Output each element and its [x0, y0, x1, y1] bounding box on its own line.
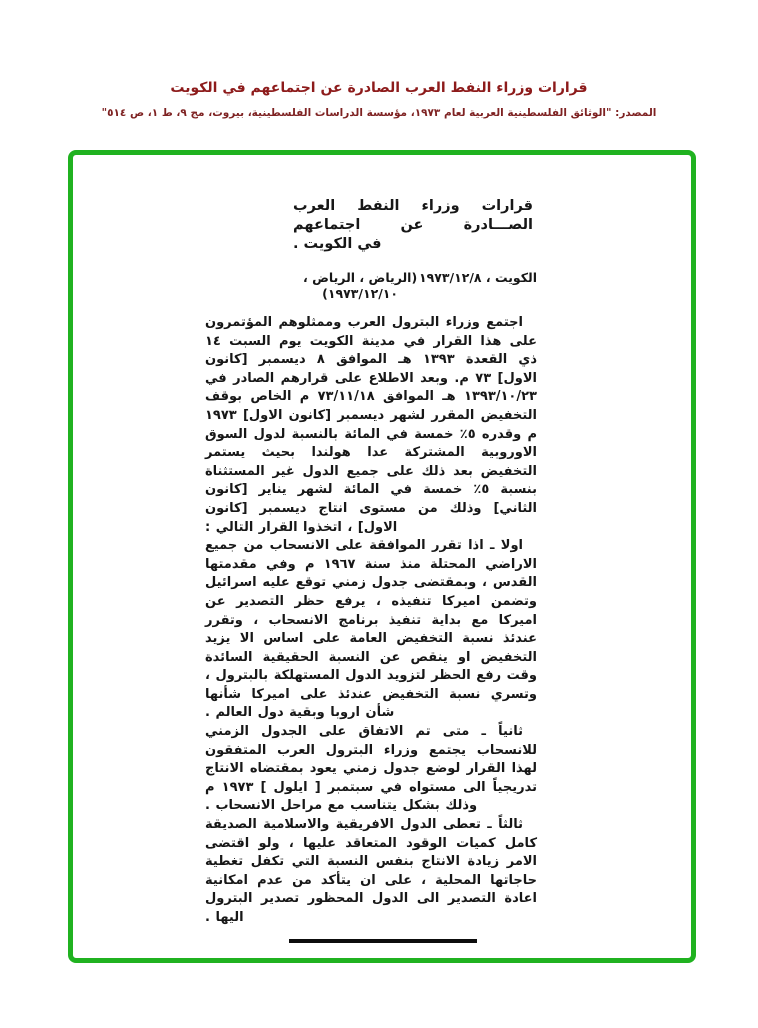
dateline — [205, 270, 537, 302]
paragraph-intro: اجتمع وزراء البترول العرب وممثلوهم المؤتمرون على هذا القرار في مدينة الكويت يوم السبت ١٤ ذي القعدة ١٣٩٣ هـ الموافق ٨ ديسمبر [كانون الاول] ٧٣ م. وبعد الاطلاع على قرارهم الصادر في ١٣٩٣/١٠/٢٣ هـ الموافق ٧٣/١١/١٨ م الخاص بوقف التخفيض المقرر لشهر ديسمبر [كانون الاول] ١٩٧٣ م وقدره ٥٪ خمسة في المائة بالنسبة لدول السوق الاوروبية المشتركة عدا هولندا بحيث يستمر التخفيض بعد ذلك على جميع الدول غير المستثناة بنسبة ٥٪ خمسة في المائة لشهر يناير [كانون الثاني] وذلك من مستوى انتاج ديسمبر [كانون الاول] ، اتخذوا القرار التالي : — [205, 315, 537, 535]
dateline-riyadh-line1: (الرياض ، الرياض ، — [303, 270, 418, 285]
document-frame — [68, 150, 696, 963]
paragraph-first-resolution: اولا ـ اذا تقرر الموافقة على الانسحاب من جميع الاراضي المحتلة منذ سنة ١٩٦٧ م وفي مقدمتها القدس ، وبمقتضى جدول زمني توقع عليه اسرائيل وتضمن اميركا تنفيذه ، يرفع حظر التصدير عن اميركا مع بداية تنفيذ برنامج الانسحاب ، وتقرر عندئذ نسبة التخفيض العامة على اساس الا يزيد التخفيض او ينقص عن النسبة الحقيقية السائدة وقت رفع الحظر لتزويد الدول المستهلكة بالبترول ، وتسري نسبة التخفيض عندئذ على اميركا شأنها شأن اروبا وبقية دول العالم . — [205, 538, 537, 721]
document-heading-line1: قرارات وزراء النفط العرب الصـــادرة عن اجتماعهم — [293, 198, 533, 233]
document-heading — [293, 197, 533, 254]
page-title: قرارات وزراء النفط العرب الصادرة عن اجتماعهم في الكويت — [170, 80, 588, 96]
paragraph-third-resolution: ثالثاً ـ تعطى الدول الافريقية والاسلامية الصديقة كامل كميات الوقود المتعاقد عليها ، ولو اقتضى الامر زيادة الانتاج بنفس النسبة التي تكفل تغطية حاجاتها المحلية ، على ان يتأكد من عدم امكانية اعادة التصدير الى الدول المحظور تصدير البترول اليها . — [205, 817, 537, 925]
dateline-kuwait: الكويت ، ١٩٧٣/١٢/٨ — [418, 270, 537, 285]
dateline-riyadh — [303, 270, 417, 302]
dateline-riyadh-line2: ١٩٧٣/١٢/١٠) — [322, 286, 399, 301]
paragraph-second-resolution: ثانياً ـ متى تم الاتفاق على الجدول الزمني للانسحاب يجتمع وزراء البترول العرب المتفقون لهذا القرار لوضع جدول زمني يعود بمقتضاه الانتاج تدريجياً الى مستواه في سبتمبر [ ايلول ] ١٩٧٣ م وذلك بشكل يتناسب مع مراحل الانسحاب . — [205, 724, 537, 814]
end-divider-rule — [289, 939, 477, 943]
scanned-document — [205, 197, 537, 943]
document-heading-line2: في الكويت . — [293, 236, 382, 252]
source-citation: المصدر: "الوثائق الفلسطينية العربية لعام ١٩٧٣، مؤسسة الدراسات الفلسطينية، بيروت، مج ٩، ط ١، ص ٥١٤" — [101, 107, 657, 119]
